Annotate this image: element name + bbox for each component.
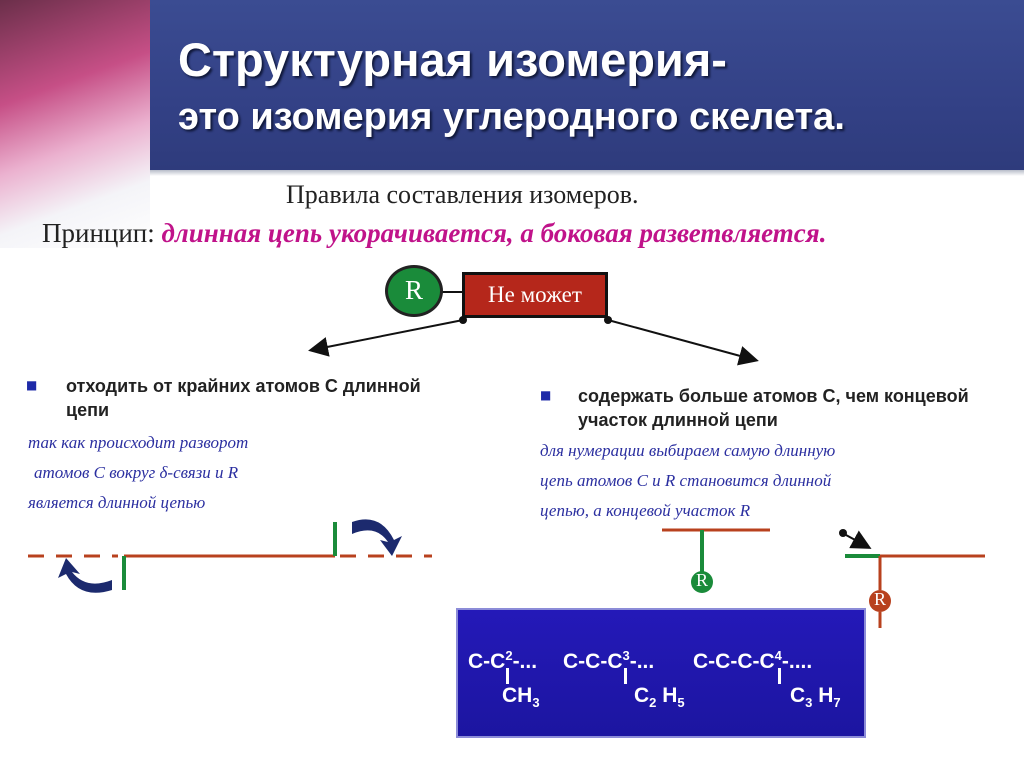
r-small-label-1: R (695, 570, 708, 590)
arrow-right (608, 320, 755, 360)
cannot-box: Не может (462, 272, 608, 318)
right-chain-1 (662, 530, 770, 593)
formula-2-branch: $C_2$ $H_5$ (634, 684, 685, 711)
right-bullet-text: содержать больше атомов С, чем концевой участок длинной цепи (578, 386, 969, 430)
r-small-label-2: R (873, 589, 886, 609)
title-line-1: Структурная изомерия- (178, 33, 727, 86)
right-note-1: для нумерации выбираем самую длинную (540, 441, 836, 460)
formula-1-chain: $C-C^2-$... (468, 648, 538, 673)
rotate-arrow-left-icon (58, 558, 112, 593)
r-node: R (385, 265, 443, 317)
left-bullet-text: отходить от крайних атомов С длинной цепи (66, 376, 421, 420)
branch-bond-3 (778, 668, 781, 684)
title-line-2: это изомерия углеродного скелета. (178, 96, 845, 138)
right-note-2: цепь атомов С и R становится длинной (540, 471, 832, 490)
right-note-3: цепью, а концевой участок R (540, 501, 751, 520)
formula-3-branch: $C_3$ $H_7$ (790, 684, 841, 711)
branch-bond-1 (506, 668, 509, 684)
branch-bond-2 (624, 668, 627, 684)
left-chain (28, 522, 432, 590)
principle-label: Принцип: (42, 218, 155, 248)
bullet-icon: ■ (540, 388, 552, 402)
principle-text: длинная цепь укорачивается, а боковая разветвляется. (161, 218, 827, 248)
arrow-left (312, 320, 463, 350)
rules-heading: Правила составления изомеров. (286, 180, 639, 209)
formula-box (456, 608, 866, 738)
formula-2-chain: $C-C-C^3-$... (563, 648, 655, 673)
bullet-icon: ■ (26, 378, 38, 392)
left-note-1: так как происходит разворот (28, 433, 249, 452)
rotate-arrow-right-icon (352, 519, 402, 556)
left-note-3: является длинной цепью (28, 493, 206, 512)
left-note-2: атомов С вокруг δ-связи и R (34, 463, 239, 482)
formula-3-chain: $C-C-C-C^4-$.... (693, 648, 813, 673)
formula-1-branch: $CH_3$ (502, 684, 540, 711)
